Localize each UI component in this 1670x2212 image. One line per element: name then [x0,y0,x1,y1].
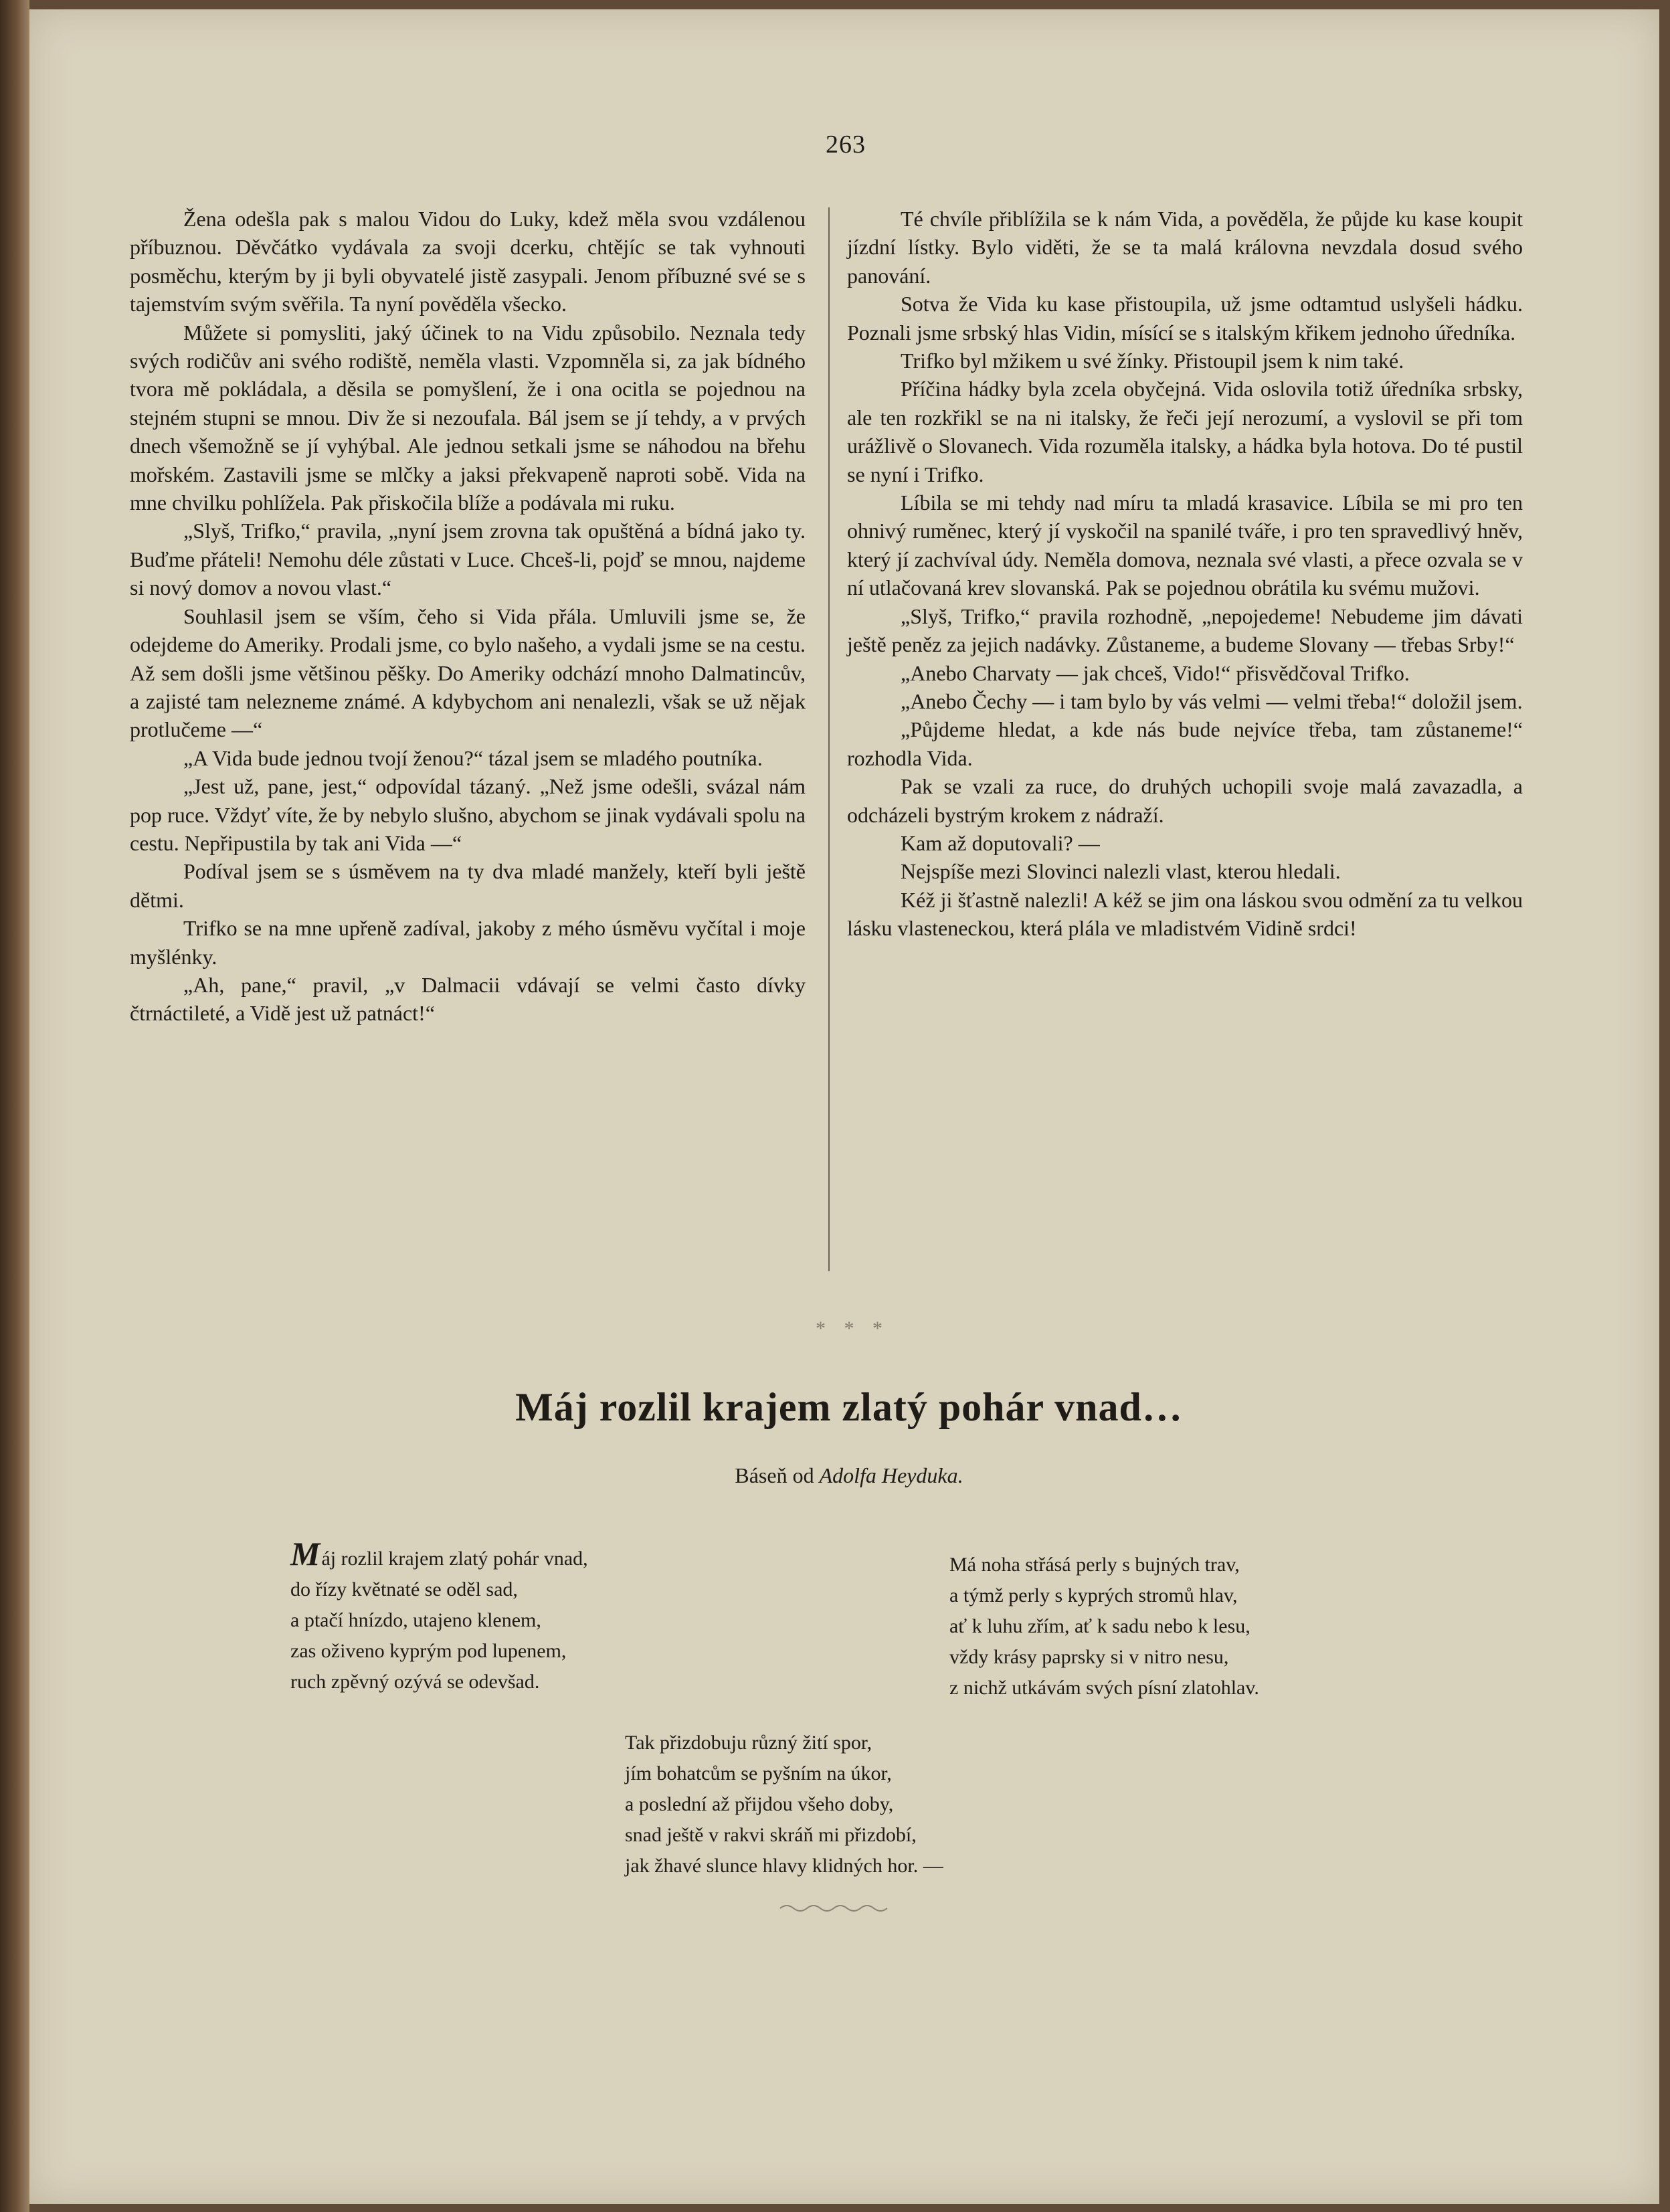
poem-line: ať k luhu zřím, ať k sadu nebo k lesu, [949,1615,1250,1637]
poem-line: ruch zpěvný ozývá se odevšad. [290,1671,540,1693]
poem-line: a poslední až přijdou všeho doby, [625,1793,894,1815]
drop-cap-initial: M [290,1535,320,1572]
end-ornament-icon [779,1902,893,1915]
poem-line: jím bohatcům se pyšním na úkor, [625,1762,892,1784]
paragraph: Sotva že Vida ku kase přistoupila, už jsme odtamtud uslyšeli hádku. Poznali jsme srbský hlas Vidin, mísící se s italským křikem jednoho úředníka. [847,292,1523,345]
poem-line: Má noha střásá perly s bujných trav, [949,1554,1240,1576]
paragraph: Kéž ji šťastně nalezli! A kéž se jim ona láskou svou odmění za tu velkou lásku vlasteneckou, která plála ve mladistvém Vidině srdci! [847,887,1523,941]
paragraph: „Slyš, Trifko,“ pravila, „nyní jsem zrovna tak opuštěná a bídná jako ty. Buďme přáteli! Nemohu déle zůstati v Luce. Chceš-li, pojď se mnou, najdeme si nový domov a novou vlast.“ [130,519,806,600]
right-text-column [847,205,1523,943]
paragraph: Trifko se na mne upřeně zadíval, jakoby z mého úsměvu vyčítal i moje myšlénky. [130,916,806,969]
paragraph: Žena odešla pak s malou Vidou do Luky, kdež měla svou vzdálenou příbuznou. Děvčátko vydávala za svoji dcerku, chtějíc se tak vyhnouti posměchu, kterým by ji byli obyvatelé jistě zasypali. Jenom příbuzné své se s tajemstvím svým svěřila. Ta nyní pověděla všecko. [130,207,806,316]
paragraph: Příčina hádky byla zcela obyčejná. Vida oslovila totiž úředníka srbsky, ale ten rozkřikl se na ni italsky, že řeči její nerozumí, a vyslovil se při tom urážlivě o Slovanech. Vida rozuměla italsky, a hádka byla hotova. Do té pustil se nyní i Trifko. [847,377,1523,486]
paragraph: Souhlasil jsem se vším, čeho si Vida přála. Umluvili jsme se, že odejdeme do Ameriky. Prodali jsme, co bylo našeho, a vydali jsme se na cestu. Až sem došli jsme většinou pěšky. Do Ameriky odchází mnoho Dalmatincův, a zajisté tam nelezneme známé. A kdybychom ani nenalezli, však se už nějak protlučeme —“ [130,604,806,742]
poem-line: vždy krásy paprsky si v nitro nesu, [949,1646,1229,1668]
poem-stanza-2 [949,1550,1259,1703]
poem-line: a týmž perly s kyprých stromů hlav, [949,1584,1238,1606]
page-number: 263 [826,130,866,159]
poem-line-text: áj rozlil krajem zlatý pohár vnad, [321,1548,588,1570]
poem-line [290,1535,588,1574]
poem-line: zas oživeno kyprým pod lupenem, [290,1640,567,1662]
paragraph: Kam až doputovali? — [901,830,1100,855]
poem-stanza-3 [625,1728,943,1881]
paragraph: „Ah, pane,“ pravil, „v Dalmacii vdávají se velmi často dívky čtrnáctileté, a Vidě jest už patnáct!“ [130,972,806,1026]
paragraph: Trifko byl mžikem u své žínky. Přistoupil jsem k nim také. [901,349,1404,373]
poem-stanza-1 [290,1535,588,1697]
paragraph: „Jest už, pane, jest,“ odpovídal tázaný. „Než jsme odešli, svázal nám pop ruce. Vždyť víte, že by nebylo slušno, abychom se jinak vydávali spolu na cestu. Nepřipustila by tak ani Vida —“ [130,774,806,855]
book-binding-edge [0,0,29,2212]
byline-prefix: Báseň od [735,1463,814,1487]
paragraph: Podíval jsem se s úsměvem na ty dva mladé manžely, kteří byli ještě dětmi. [130,859,806,912]
poem-title: Máj rozlil krajem zlatý pohár vnad… [515,1385,1183,1429]
paragraph: „A Vida bude jednou tvojí ženou?“ tázal jsem se mladého poutníka. [183,745,763,770]
paragraph: Té chvíle přiblížila se k nám Vida, a pověděla, že půjde ku kase koupit jízdní lístky. Bylo viděti, že se ta malá královna nevzdala dosud svého panování. [847,207,1523,288]
paragraph: „Slyš, Trifko,“ pravila rozhodně, „nepojedeme! Nebudeme jim dávati ještě peněz za jejich nadávky. Zůstaneme, a budeme Slovany — třebas Srby!“ [847,604,1523,657]
paragraph: Můžete si pomysliti, jaký účinek to na Vidu způsobilo. Neznala tedy svých rodičův ani svého rodiště, neměla vlasti. Vzpomněla si, za jak bídného tvora mě pokládala, a děsila se pomyšlení, že i ona ocitla se pojednou na stejném stupni se mnou. Div že si nezoufala. Bál jsem se jí tehdy, a v prvých dnech všemožně se jí vyhýbal. Ale jednou setkali jsme se náhodou na břehu mořském. Zastavili jsme se mlčky a jaksi překvapeně naproti sobě. Vida na mne chvilku pohlížela. Pak přiskočila blíže a podávala mi ruku. [130,320,806,515]
poem-line: snad ještě v rakvi skráň mi přizdobí, [625,1824,917,1846]
poem-byline [230,1463,1468,1488]
left-text-column [130,205,806,1028]
paragraph: Líbila se mi tehdy nad míru ta mladá krasavice. Líbila se mi pro ten ohnivý ruměnec, který jí vyskočil na spanilé tváře, i pro ten spravedlivý hněv, který jí zachvíval údy. Neměla domova, neznala své vlasti, a přece ozvala se v ní utlačovaná krev slovanská. Pak se pojednou obrátila ku svému mužovi. [847,490,1523,600]
poem-line: do řízy květnaté se oděl sad, [290,1578,518,1600]
paragraph: Pak se vzali za ruce, do druhých uchopili svoje malá zavazadla, a odcházeli bystrým krokem z nádraží. [847,774,1523,827]
poem-line: z nichž utkávám svých písní zlatohlav. [949,1677,1259,1699]
column-divider [828,207,830,1271]
paragraph: „Anebo Čechy — i tam bylo by vás velmi — velmi třeba!“ doložil jsem. [901,688,1523,713]
poem-author: Adolfa Heyduka. [819,1463,963,1487]
document-page [29,9,1659,2204]
section-separator-ornament: * * * [816,1317,889,1340]
paragraph: „Anebo Charvaty — jak chceš, Vido!“ přisvědčoval Trifko. [901,660,1410,685]
paragraph: Nejspíše mezi Slovinci nalezli vlast, kterou hledali. [901,859,1341,884]
poem-line: a ptačí hnízdo, utajeno klenem, [290,1609,541,1631]
poem-line: jak žhavé slunce hlavy klidných hor. — [625,1855,943,1877]
paragraph: „Půjdeme hledat, a kde nás bude nejvíce třeba, tam zůstaneme!“ rozhodla Vida. [847,717,1523,770]
poem-line: Tak přizdobuju různý žití spor, [625,1732,872,1754]
